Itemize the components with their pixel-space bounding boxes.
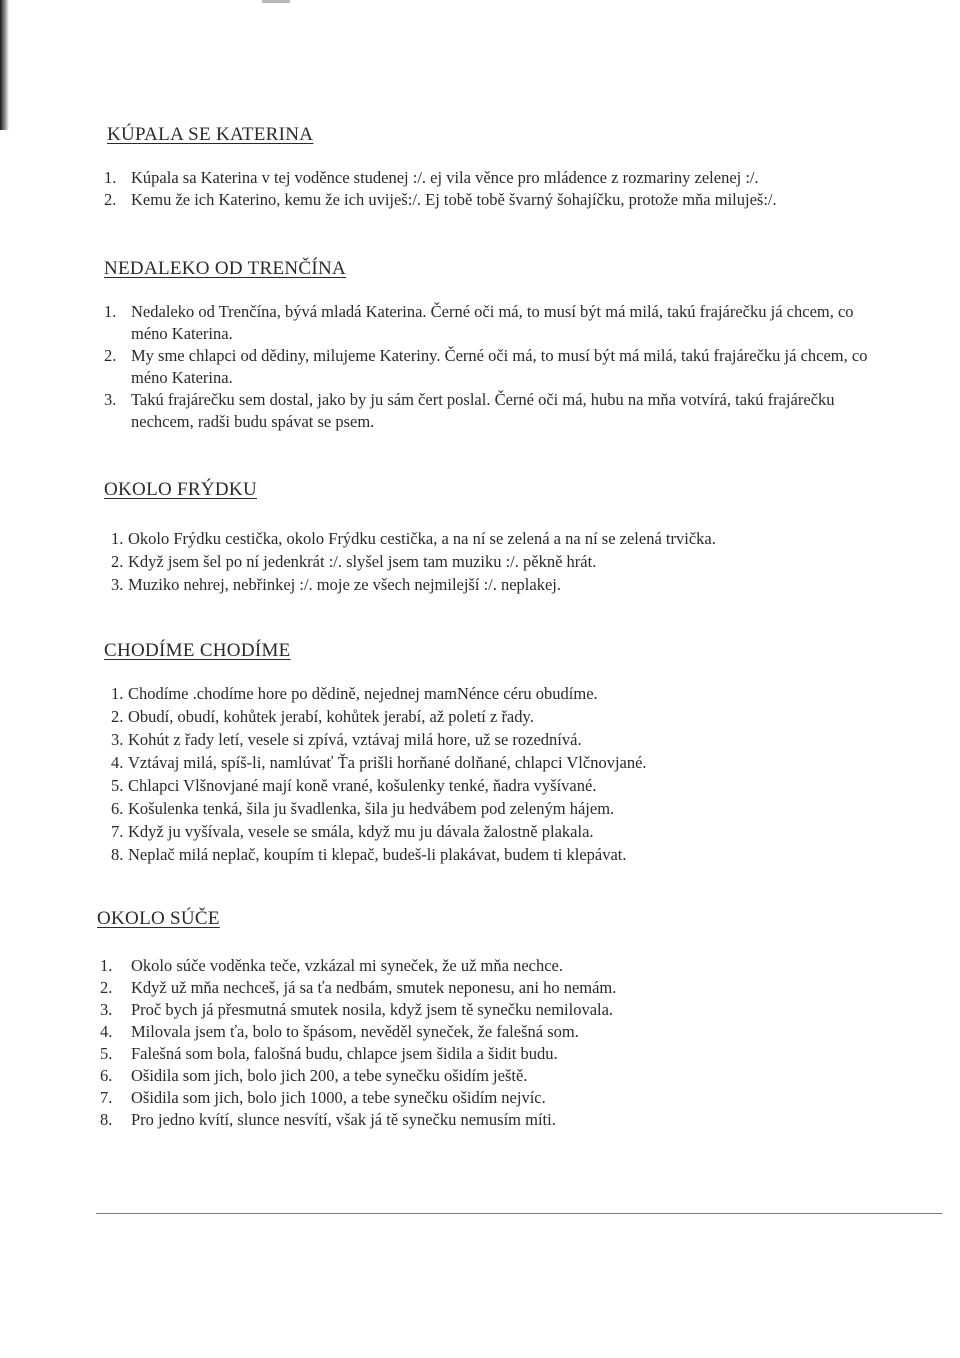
verse-number: 1. xyxy=(104,302,117,321)
verse-text: Košulenka tenká, šila ju švadlenka, šila ju hedvábem pod zeleným hájem. xyxy=(128,799,615,818)
verse xyxy=(0,528,960,551)
verse-text: Obudí, obudí, kohůtek jerabí, kohůtek jerabí, až poletí z řady. xyxy=(128,707,534,726)
scan-mark xyxy=(262,0,290,3)
verse-text: Okolo Frýdku cestička, okolo Frýdku cestička, a na ní se zelená a na ní se zelená trvička. xyxy=(128,529,716,548)
verse-number: 2. xyxy=(104,346,117,365)
verse-text: Kohút z řady letí, vesele si zpívá, vztávaj milá hore, už se rozednívá. xyxy=(128,730,582,749)
verse-number: 1. xyxy=(104,168,117,187)
song-title: OKOLO FRÝDKU xyxy=(104,479,257,500)
verse-text: Takú frajárečku sem dostal, jako by ju sám čert poslal. Černé oči má, hubu na mňa votvírá, takú frajárečku nechcem, radši budu spávat se psem. xyxy=(131,390,835,431)
verse xyxy=(0,775,960,798)
scan-edge-shadow xyxy=(0,0,9,130)
verse xyxy=(0,1087,960,1109)
verse-text: Když jsem šel po ní jedenkrát :/. slyšel jsem tam muziku :/. pěkně hrát. xyxy=(128,552,597,571)
verse xyxy=(0,729,960,752)
verse xyxy=(0,1065,960,1087)
verse-number: 8. xyxy=(100,1110,113,1129)
verse-number: 5. xyxy=(111,776,124,795)
verse-text: Nedaleko od Trenčína, bývá mladá Katerina. Černé oči má, to musí být má milá, takú frajárečku já chcem, co méno Katerina. xyxy=(131,302,854,343)
verse xyxy=(0,706,960,729)
verse-text: My sme chlapci od dědiny, milujeme Kateriny. Černé oči má, to musí být má milá, takú frajárečku já chcem, co méno Katerina. xyxy=(131,346,868,387)
verse-number: 5. xyxy=(100,1044,113,1063)
verse-number: 6. xyxy=(100,1066,113,1085)
verse-text: Muziko nehrej, nebřinkej :/. moje ze všech nejmilejší :/. neplakej. xyxy=(128,575,561,594)
verse-list xyxy=(0,528,960,597)
verse-text: Falešná som bola, falošná budu, chlapce jsem šidila a šidit budu. xyxy=(131,1044,558,1063)
verse-number: 6. xyxy=(111,799,124,818)
song-title: OKOLO SÚČE xyxy=(97,908,220,929)
verse-text: Chlapci Vlšnovjané mají koně vrané, košulenky tenké, ňadra vyšívané. xyxy=(128,776,597,795)
verse-number: 7. xyxy=(100,1088,113,1107)
song-title: CHODÍME CHODÍME xyxy=(104,640,291,661)
verse xyxy=(0,683,960,706)
verse-number: 3. xyxy=(111,730,124,749)
verse xyxy=(0,977,960,999)
song-title: KÚPALA SE KATERINA xyxy=(107,124,314,145)
verse-number: 3. xyxy=(104,390,117,409)
verse-number: 2. xyxy=(104,190,117,209)
verse-text: Ošidila som jich, bolo jich 1000, a tebe synečku ošidím nejvíc. xyxy=(131,1088,546,1107)
verse-text: Vztávaj milá, spíš-li, namlúvať Ťa prišli horňané dolňané, chlapci Vlčnovjané. xyxy=(128,753,647,772)
verse-text: Chodíme .chodíme hore po dědině, nejednej mamNénce céru obudíme. xyxy=(128,684,598,703)
verse xyxy=(0,1043,960,1065)
verse xyxy=(0,798,960,821)
verse-text: Ošidila som jich, bolo jich 200, a tebe synečku ošidím ještě. xyxy=(131,1066,528,1085)
verse-text: Pro jedno kvítí, slunce nesvítí, však já tě synečku nemusím míti. xyxy=(131,1110,556,1129)
song-title: NEDALEKO OD TRENČÍNA xyxy=(104,258,347,279)
verse xyxy=(0,752,960,775)
verse xyxy=(0,345,960,389)
verse xyxy=(0,189,960,211)
verse xyxy=(0,821,960,844)
verse xyxy=(0,999,960,1021)
verse-list xyxy=(0,301,960,433)
verse-number: 2. xyxy=(100,978,113,997)
verse-text: Milovala jsem ťa, bolo to špásom, nevěděl syneček, že falešná som. xyxy=(131,1022,579,1041)
verse-number: 8. xyxy=(111,845,124,864)
verse xyxy=(0,955,960,977)
verse-number: 2. xyxy=(111,552,124,571)
verse-number: 7. xyxy=(111,822,124,841)
verse xyxy=(0,301,960,345)
verse xyxy=(0,844,960,867)
verse-number: 4. xyxy=(100,1022,113,1041)
verse-text: Když už mňa nechceš, já sa ťa nedbám, smutek neponesu, ani ho nemám. xyxy=(131,978,617,997)
verse xyxy=(0,167,960,189)
verse xyxy=(0,574,960,597)
verse-number: 4. xyxy=(111,753,124,772)
verse-text: Kúpala sa Katerina v tej voděnce studenej :/. ej vila věnce pro mládence z rozmariny zelenej :/. xyxy=(131,168,759,187)
verse-number: 1. xyxy=(111,684,124,703)
verse-list xyxy=(0,955,960,1131)
verse xyxy=(0,389,960,433)
verse-text: Kemu že ich Katerino, kemu že ich uviješ:/. Ej tobě tobě švarný šohajíčku, protože mňa miluješ:/. xyxy=(131,190,777,209)
verse-list xyxy=(0,683,960,867)
verse-number: 1. xyxy=(111,529,124,548)
verse-number: 2. xyxy=(111,707,124,726)
verse xyxy=(0,1021,960,1043)
verse-text: Okolo súče voděnka teče, vzkázal mi syneček, že už mňa nechce. xyxy=(131,956,564,975)
verse-text: Neplač milá neplač, koupím ti klepač, budeš-li plakávat, budem ti klepávat. xyxy=(128,845,627,864)
verse-list xyxy=(0,167,960,211)
verse-number: 1. xyxy=(100,956,113,975)
verse-number: 3. xyxy=(100,1000,113,1019)
verse xyxy=(0,551,960,574)
verse-text: Proč bych já přesmutná smutek nosila, když jsem tě synečku nemilovala. xyxy=(131,1000,614,1019)
footer-rule xyxy=(96,1213,942,1214)
verse-number: 3. xyxy=(111,575,124,594)
verse-text: Když ju vyšívala, vesele se smála, když mu ju dávala žalostně plakala. xyxy=(128,822,594,841)
verse xyxy=(0,1109,960,1131)
